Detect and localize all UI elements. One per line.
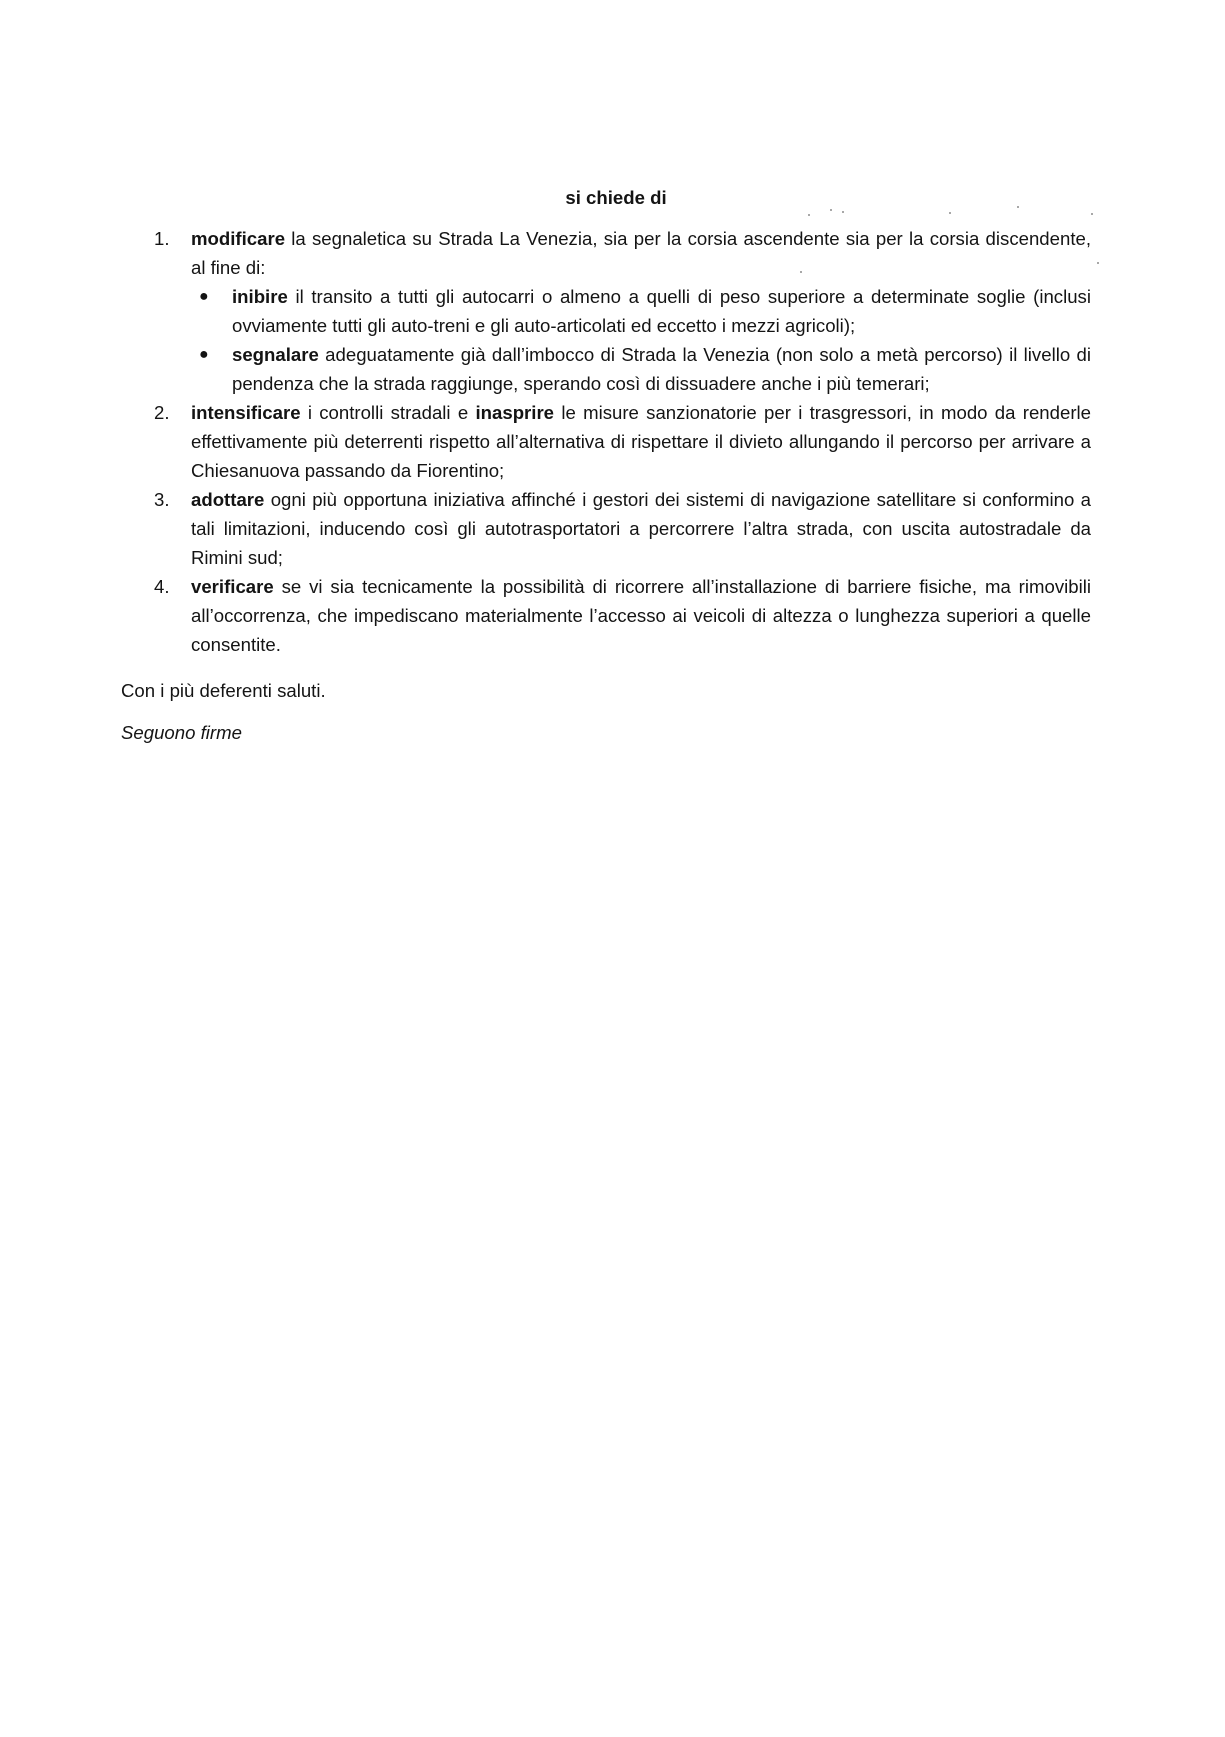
letter-body — [121, 183, 1091, 747]
sub-item-2 — [191, 340, 1091, 398]
item-text: se vi sia tecnicamente la possibilità di ricorrere all’installazione di barriere fisiche, ma rimovibili all’occorrenza, che impediscano materialmente l’accesso ai veicoli di altezza o lunghezza superiori a quelle consentite. — [191, 576, 1091, 655]
sub-item-text: il transito a tutti gli autocarri o almeno a quelli di peso superiore a determinate soglie (inclusi ovviamente tutti gli auto-treni e gli auto-articolati ed eccetto i mezzi agricoli); — [232, 286, 1091, 336]
item-text-part: i controlli stradali e — [300, 402, 476, 423]
sub-item-keyword: inibire — [232, 286, 288, 307]
item-keyword: intensificare — [191, 402, 301, 423]
item-number: 2. — [154, 402, 170, 423]
request-item-2 — [121, 398, 1091, 485]
item-keyword: verificare — [191, 576, 274, 597]
item-text: ogni più opportuna iniziativa affinché i gestori dei sistemi di navigazione satellitare si conformino a tali limitazioni, inducendo così gli autotrasportatori a percorrere l’altra strada, con uscita autostradale da Rimini sud; — [191, 489, 1091, 568]
scan-speck — [1091, 213, 1093, 215]
item-keyword-secondary: inasprire — [475, 402, 555, 423]
scan-speck — [800, 271, 802, 273]
item-keyword: modificare — [191, 228, 286, 249]
sub-item-keyword: segnalare — [232, 344, 319, 365]
item-number: 3. — [154, 489, 170, 510]
request-heading: si chiede di — [565, 187, 667, 208]
sub-item-text: adeguatamente già dall’imbocco di Strada la Venezia (non solo a metà percorso) il livello di pendenza che la strada raggiunge, sperando così di dissuadere anche i più temerari; — [232, 344, 1091, 394]
request-list — [121, 224, 1091, 659]
bullet-icon: ● — [199, 346, 209, 363]
signature-note: Seguono firme — [121, 722, 242, 743]
closing-salutation: Con i più deferenti saluti. — [121, 680, 326, 701]
bullet-icon: ● — [199, 288, 209, 305]
item-text: le misure sanzionatorie per i trasgressori, in modo da renderle effettivamente più deterrenti rispetto all’alternativa di rispettare il divieto allungando il percorso per arrivare a Chiesanuova passando da Fiorentino; — [191, 402, 1091, 481]
request-item-3 — [121, 485, 1091, 572]
sub-item-1 — [191, 282, 1091, 340]
request-item-1 — [121, 224, 1091, 398]
sub-list — [191, 282, 1091, 398]
item-keyword: adottare — [191, 489, 265, 510]
scan-speck — [808, 214, 810, 216]
scan-speck — [949, 212, 951, 214]
item-text: la segnaletica su Strada La Venezia, sia per la corsia ascendente sia per la corsia discendente, al fine di: — [191, 228, 1091, 278]
scan-speck — [842, 211, 844, 213]
item-number: 1. — [154, 228, 170, 249]
scan-speck — [830, 209, 832, 211]
scan-speck — [1097, 262, 1099, 264]
scan-speck — [1017, 206, 1019, 208]
item-number: 4. — [154, 576, 170, 597]
request-item-4 — [121, 572, 1091, 659]
